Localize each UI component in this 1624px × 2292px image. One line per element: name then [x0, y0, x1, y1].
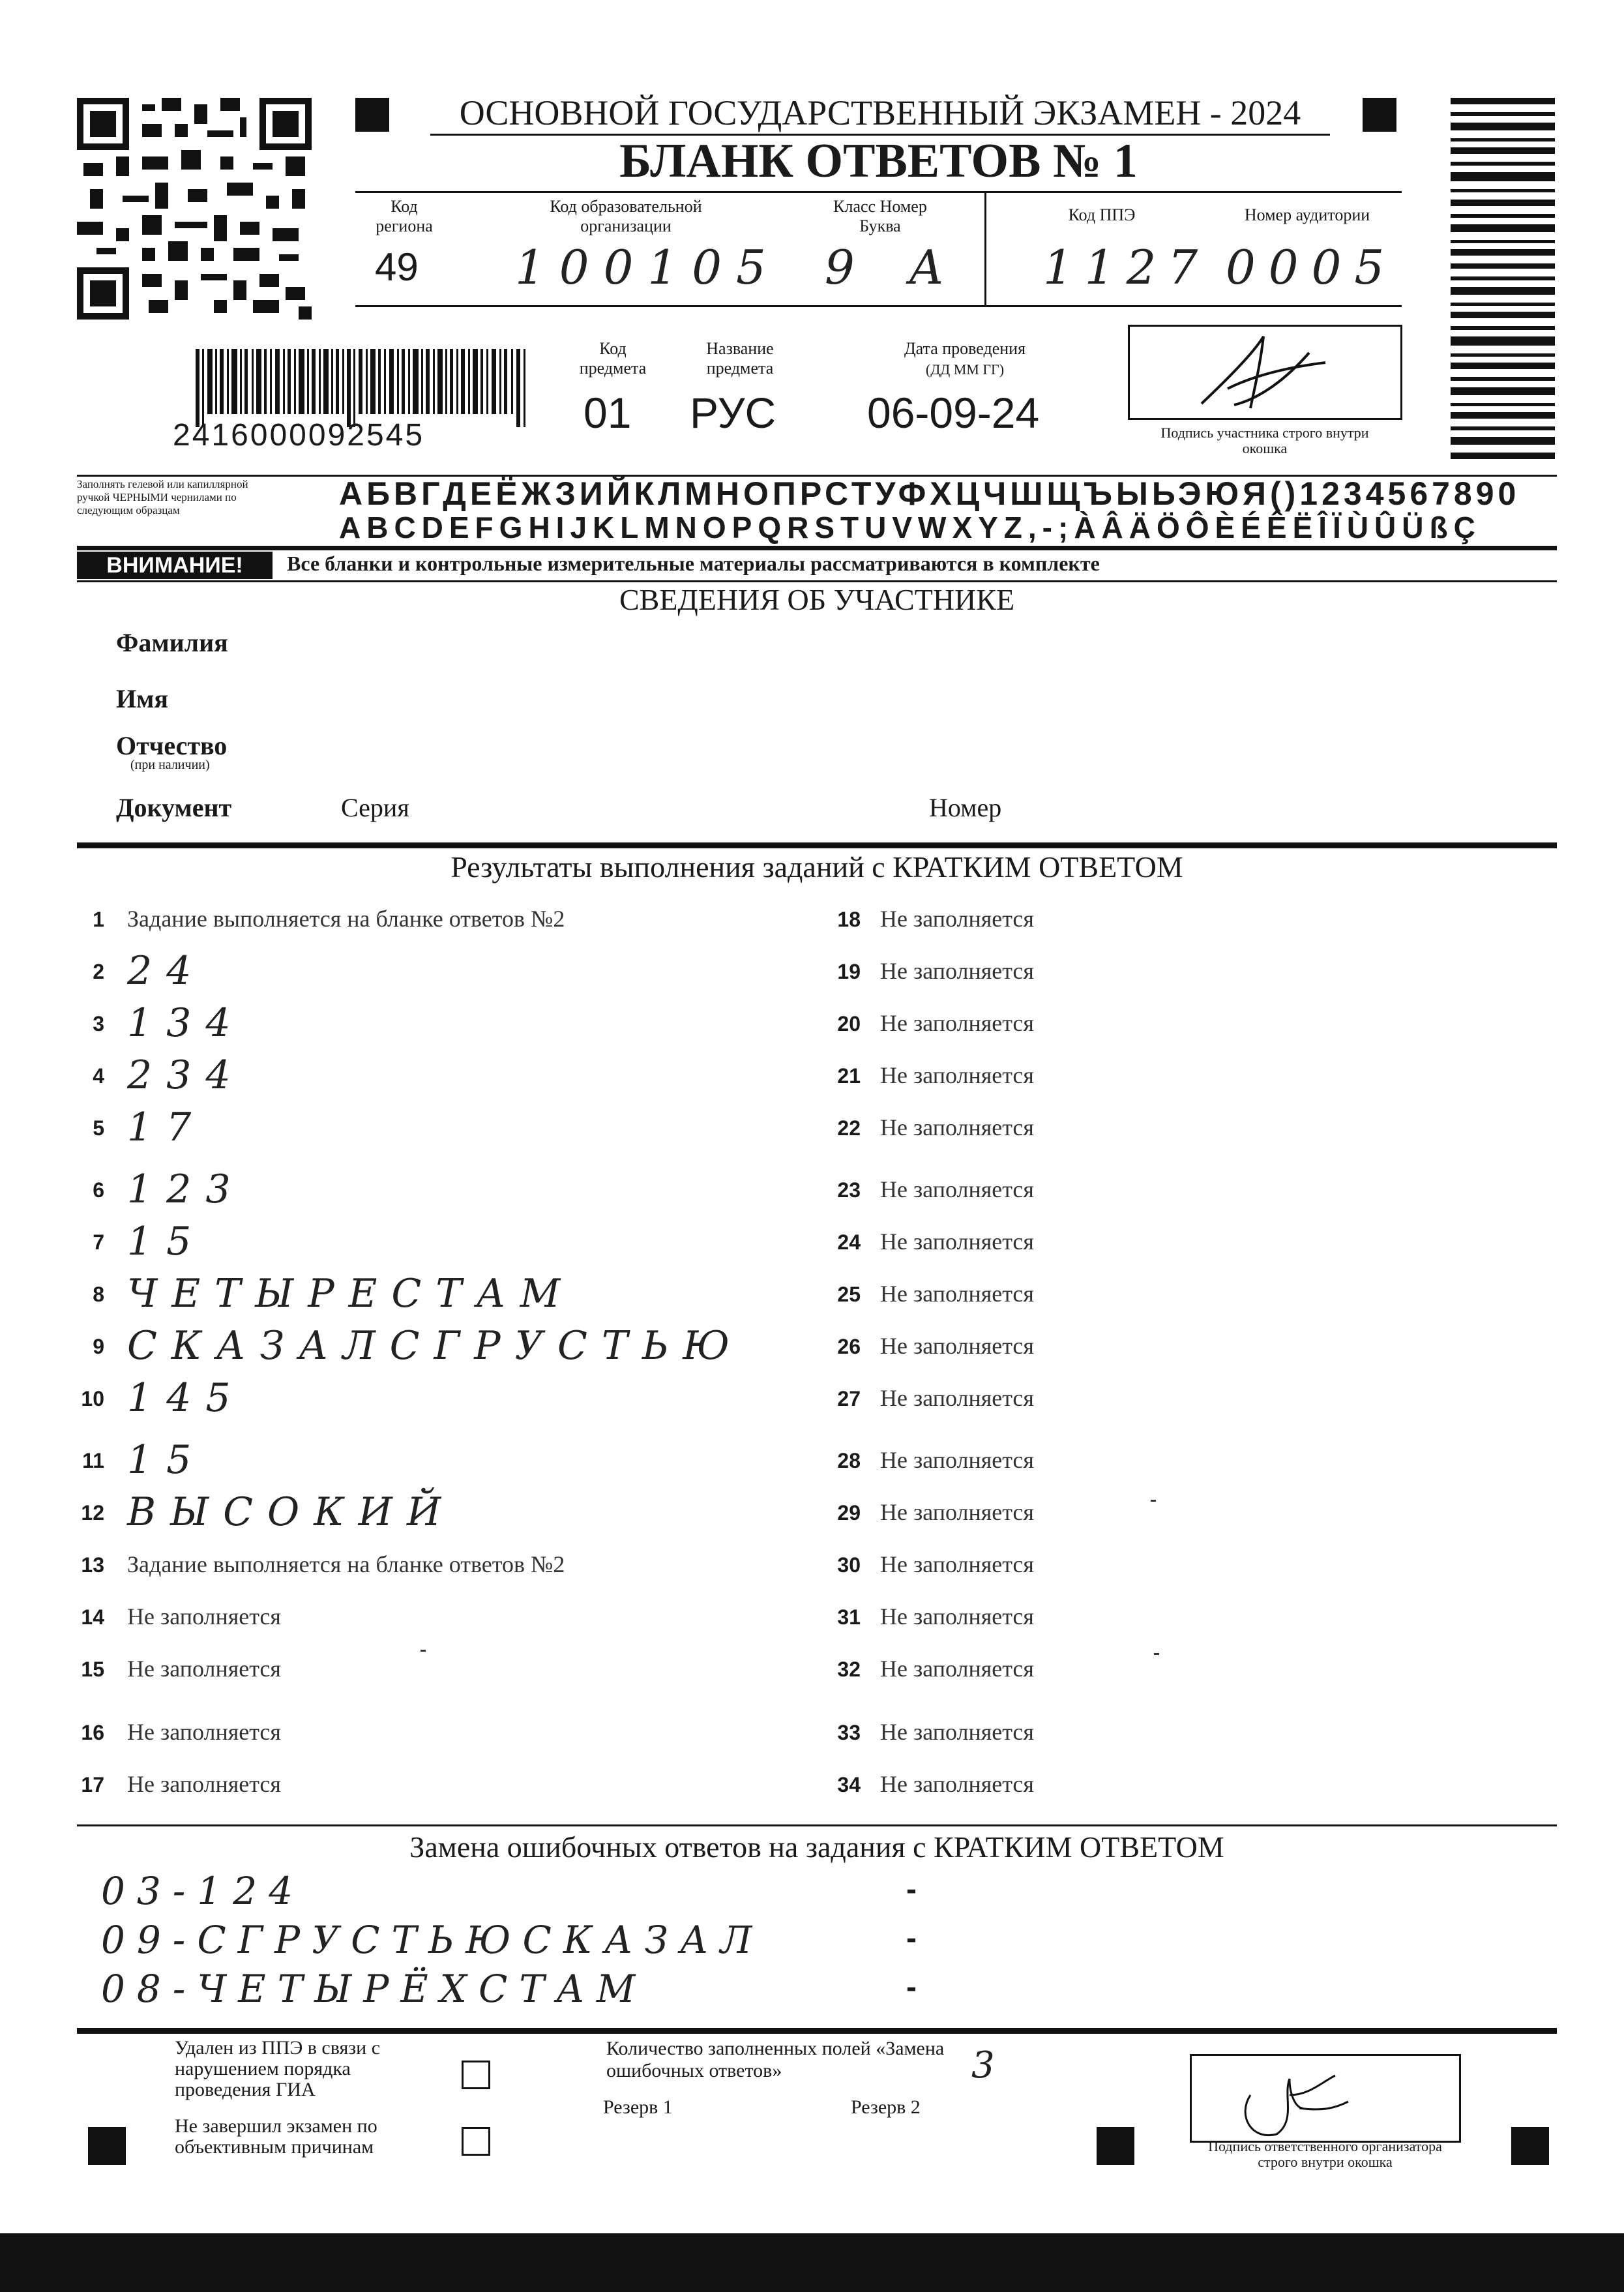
replacement-heading: Замена ошибочных ответов на задания с КРАТКИМ ОТВЕТОМ [409, 1830, 1224, 1864]
answer-number: 27 [837, 1387, 861, 1410]
qr-code [77, 98, 312, 320]
replacement-left-value[interactable]: 09-СГРУСТЬЮСКАЗАЛ [101, 1918, 764, 1962]
results-top-line [77, 842, 1557, 848]
answer-value[interactable]: 17 [127, 1105, 206, 1150]
answer-value[interactable]: ВЫСОКИЙ [127, 1489, 456, 1535]
answer-row-right [808, 1379, 1552, 1425]
answer-row-right [808, 1109, 1552, 1154]
region-value: 49 [375, 245, 419, 289]
answer-row-left [65, 900, 808, 945]
stray-mark [1151, 1500, 1156, 1502]
codes-box-top [355, 191, 1402, 193]
removed-checkbox[interactable] [462, 2061, 490, 2089]
subject-code-label: Код предмета [579, 339, 647, 378]
codes-box-divider [984, 191, 986, 307]
answer-number: 23 [837, 1178, 861, 1202]
answer-row-left [65, 1167, 808, 1216]
region-label: Код региона [376, 197, 433, 235]
answer-number: 28 [837, 1449, 861, 1472]
org-value: 100105 [515, 240, 780, 295]
answer-row-right [808, 1765, 1552, 1811]
answer-row-right [808, 1170, 1552, 1216]
participant-signature-box[interactable] [1128, 325, 1402, 420]
answer-value[interactable]: Не заполняется [880, 958, 1034, 984]
answer-number: 9 [93, 1335, 104, 1358]
answer-value[interactable]: 145 [127, 1375, 245, 1421]
ppe-value: 1127 [1043, 240, 1210, 295]
answer-number: 17 [81, 1773, 104, 1796]
answer-number: 20 [837, 1012, 861, 1035]
answer-number: 18 [837, 908, 861, 931]
warning-top-line [77, 546, 1557, 550]
name-label: Имя [116, 684, 168, 713]
replacement-row [98, 1871, 1532, 1917]
marker-square-bottom-right [1511, 2127, 1549, 2165]
answer-number: 21 [837, 1064, 861, 1088]
answer-row-right [808, 1275, 1552, 1320]
answer-value[interactable]: Не заполняется [127, 1656, 281, 1682]
answer-row-left [65, 1105, 808, 1154]
marker-square-top-left [355, 98, 389, 132]
answer-value[interactable]: 123 [127, 1167, 245, 1212]
answer-row-left [65, 1598, 808, 1643]
barcode-digits: 2416000092545 [173, 418, 425, 453]
sample-row-cyrillic: АБВГДЕЁЖЗИЙКЛМНОПРСТУФХЦЧШЩЪЫЬЭЮЯ()1234567890 [339, 475, 1520, 512]
reserve-1-label: Резерв 1 [603, 2096, 673, 2118]
replacement-top-line [77, 1824, 1557, 1826]
answer-value[interactable]: Не заполняется [880, 1771, 1034, 1797]
form-title: БЛАНК ОТВЕТОВ № 1 [619, 134, 1138, 188]
room-label: Номер аудитории [1244, 205, 1370, 224]
answer-row-right [808, 900, 1552, 945]
answer-value[interactable]: 15 [127, 1219, 206, 1264]
answer-number: 7 [93, 1230, 104, 1254]
participant-signature-caption: Подпись участника строго внутри окошка [1160, 424, 1369, 456]
answer-number: 31 [837, 1605, 861, 1629]
answer-number: 3 [93, 1012, 104, 1035]
answer-number: 15 [81, 1658, 104, 1681]
answer-number: 12 [81, 1501, 104, 1525]
answer-value[interactable]: ЧЕТЫРЕСТАМ [127, 1271, 575, 1317]
answer-row-left [65, 1489, 808, 1539]
barcode [196, 349, 535, 427]
answer-value[interactable]: Не заполняется [880, 1656, 1034, 1682]
answer-row-right [808, 1327, 1552, 1373]
answer-value[interactable]: Задание выполняется на бланке ответов №2 [127, 906, 565, 932]
answer-value[interactable]: Не заполняется [880, 1385, 1034, 1411]
answer-number: 8 [93, 1283, 104, 1306]
date-value: 06-09-24 [867, 389, 1040, 437]
answer-row-left [65, 1323, 808, 1373]
organizer-signature [1192, 2056, 1459, 2141]
answer-value[interactable]: Не заполняется [127, 1719, 281, 1745]
answer-value[interactable]: Не заполняется [880, 1333, 1034, 1359]
not-finished-checkbox[interactable] [462, 2127, 490, 2156]
bottom-black-band [0, 2233, 1624, 2292]
answer-row-left [65, 1375, 808, 1425]
stray-mark [421, 1650, 426, 1652]
answer-number: 10 [81, 1387, 104, 1410]
subject-name-value: РУС [690, 389, 776, 437]
answer-number: 1 [93, 908, 104, 931]
organizer-signature-box[interactable] [1190, 2054, 1461, 2143]
answer-value[interactable]: Не заполняется [880, 1603, 1034, 1630]
answer-value[interactable]: Не заполняется [880, 1228, 1034, 1255]
answer-number: 33 [837, 1721, 861, 1744]
side-barcode [1451, 98, 1555, 463]
count-value: 3 [971, 2044, 995, 2087]
replacement-right-value[interactable]: - [906, 1921, 917, 1956]
replacement-right-value[interactable]: - [906, 1872, 917, 1907]
answer-number: 6 [93, 1178, 104, 1202]
answer-number: 2 [93, 960, 104, 983]
answer-value[interactable]: Не заполняется [127, 1771, 281, 1797]
answer-number: 13 [81, 1553, 104, 1577]
answer-row-left [65, 1000, 808, 1050]
answer-value[interactable]: Не заполняется [880, 1281, 1034, 1307]
series-label: Серия [341, 793, 409, 822]
answer-number: 19 [837, 960, 861, 983]
answer-value[interactable]: 234 [127, 1052, 245, 1098]
patronymic-label: Отчество [116, 731, 228, 760]
warning-badge: ВНИМАНИЕ! [77, 552, 273, 579]
answer-value[interactable]: Не заполняется [880, 1176, 1034, 1202]
answer-row-left [65, 948, 808, 998]
answer-number: 34 [837, 1773, 861, 1796]
date-format: (ДД ММ ГГ) [925, 361, 1005, 378]
answer-row-right [808, 1441, 1552, 1487]
ppe-label: Код ППЭ [1068, 205, 1136, 224]
warning-text: Все бланки и контрольные измерительные материалы рассматриваются в комплекте [287, 552, 1100, 575]
answer-row-left [65, 1545, 808, 1591]
subject-name-label: Название предмета [706, 339, 774, 378]
subject-code-value: 01 [583, 389, 632, 437]
answer-row-left [65, 1052, 808, 1102]
answer-number: 32 [837, 1658, 861, 1681]
marker-square-bottom-middle [1097, 2127, 1134, 2165]
answer-row-right [808, 1223, 1552, 1268]
surname-label: Фамилия [116, 628, 228, 657]
marker-square-bottom-left [88, 2127, 126, 2165]
answer-number: 14 [81, 1605, 104, 1629]
room-value: 0005 [1226, 240, 1398, 295]
replacement-left-value[interactable]: 03-124 [101, 1869, 305, 1913]
answer-number: 29 [837, 1501, 861, 1525]
reserve-2-label: Резерв 2 [851, 2096, 921, 2118]
answer-value[interactable]: Задание выполняется на бланке ответов №2 [127, 1551, 565, 1577]
answer-value[interactable]: Не заполняется [127, 1603, 281, 1630]
answer-row-right [808, 1004, 1552, 1050]
exam-title: ОСНОВНОЙ ГОСУДАРСТВЕННЫЙ ЭКЗАМЕН - 2024 [459, 93, 1301, 132]
answer-value[interactable]: СКАЗАЛСГРУСТЬЮ [127, 1323, 744, 1369]
answer-number: 22 [837, 1116, 861, 1140]
class-value: 9 А [825, 240, 964, 295]
answer-number: 4 [93, 1064, 104, 1088]
answer-value[interactable]: Не заполняется [880, 1499, 1034, 1525]
date-label: Дата проведения [904, 339, 1026, 358]
not-finished-label: Не завершил экзамен по объективным причинам [175, 2115, 377, 2158]
answer-value[interactable]: Не заполняется [880, 1062, 1034, 1088]
number-label: Номер [929, 793, 1002, 822]
answer-value[interactable]: Не заполняется [880, 1551, 1034, 1577]
answer-row-right [808, 1493, 1552, 1539]
organizer-signature-caption: Подпись ответственного организатора строго внутри окошка [1208, 2138, 1442, 2170]
answer-value[interactable]: 15 [127, 1437, 206, 1483]
footer-top-line [77, 2028, 1557, 2034]
participant-signature [1130, 327, 1400, 418]
answer-row-left [65, 1713, 808, 1759]
answer-value[interactable]: Не заполняется [880, 906, 1034, 932]
answer-row-left [65, 1437, 808, 1487]
answer-row-right [808, 1545, 1552, 1591]
answer-number: 26 [837, 1335, 861, 1358]
answer-value[interactable]: Не заполняется [880, 1447, 1034, 1473]
replacement-row [98, 1920, 1532, 1966]
replacement-row [98, 1969, 1532, 2015]
answer-row-right [808, 1056, 1552, 1102]
participant-heading: СВЕДЕНИЯ ОБ УЧАСТНИКЕ [619, 583, 1015, 616]
marker-square-top-right [1363, 98, 1396, 132]
answer-row-right [808, 1713, 1552, 1759]
document-label: Документ [116, 793, 232, 822]
answer-value[interactable]: Не заполняется [880, 1114, 1034, 1140]
answer-value[interactable]: 134 [127, 1000, 245, 1046]
answer-row-left [65, 1765, 808, 1811]
answer-number: 30 [837, 1553, 861, 1577]
answer-number: 16 [81, 1721, 104, 1744]
answer-value[interactable]: Не заполняется [880, 1010, 1034, 1036]
answer-row-left [65, 1650, 808, 1695]
answer-number: 24 [837, 1230, 861, 1254]
answer-number: 11 [82, 1449, 104, 1472]
answer-value[interactable]: 24 [127, 948, 206, 994]
count-label: Количество заполненных полей «Замена ошибочных ответов» [606, 2038, 945, 2081]
answer-value[interactable]: Не заполняется [880, 1719, 1034, 1745]
answer-row-right [808, 1650, 1552, 1695]
patronymic-note: (при наличии) [130, 758, 210, 772]
org-label: Код образовательной организации [550, 197, 702, 235]
sample-row-latin: ABCDEFGHIJKLMNOPQRSTUVWXYZ,-;ÀÂÄÖÔÈÉÊËÎÏÙÛÜßÇ [339, 511, 1481, 544]
results-heading: Результаты выполнения заданий с КРАТКИМ ОТВЕТОМ [450, 850, 1183, 884]
sample-instruction: Заполнять гелевой или капиллярной ручкой ЧЕРНЫМИ чернилами по следующим образцам [77, 478, 248, 516]
class-label: Класс Номер Буква [833, 197, 927, 235]
answer-row-right [808, 1598, 1552, 1643]
codes-box-bottom [355, 305, 1402, 307]
answer-row-right [808, 952, 1552, 998]
answer-row-left [65, 1271, 808, 1320]
removed-label: Удален из ППЭ в связи с нарушением порядка проведения ГИА [175, 2037, 381, 2100]
answer-number: 25 [837, 1283, 861, 1306]
answer-number: 5 [93, 1116, 104, 1140]
answer-row-left [65, 1219, 808, 1268]
replacement-right-value[interactable]: - [906, 1970, 917, 2004]
replacement-left-value[interactable]: 08-ЧЕТЫРЁХСТАМ [101, 1967, 647, 2011]
stray-mark [1154, 1653, 1159, 1655]
